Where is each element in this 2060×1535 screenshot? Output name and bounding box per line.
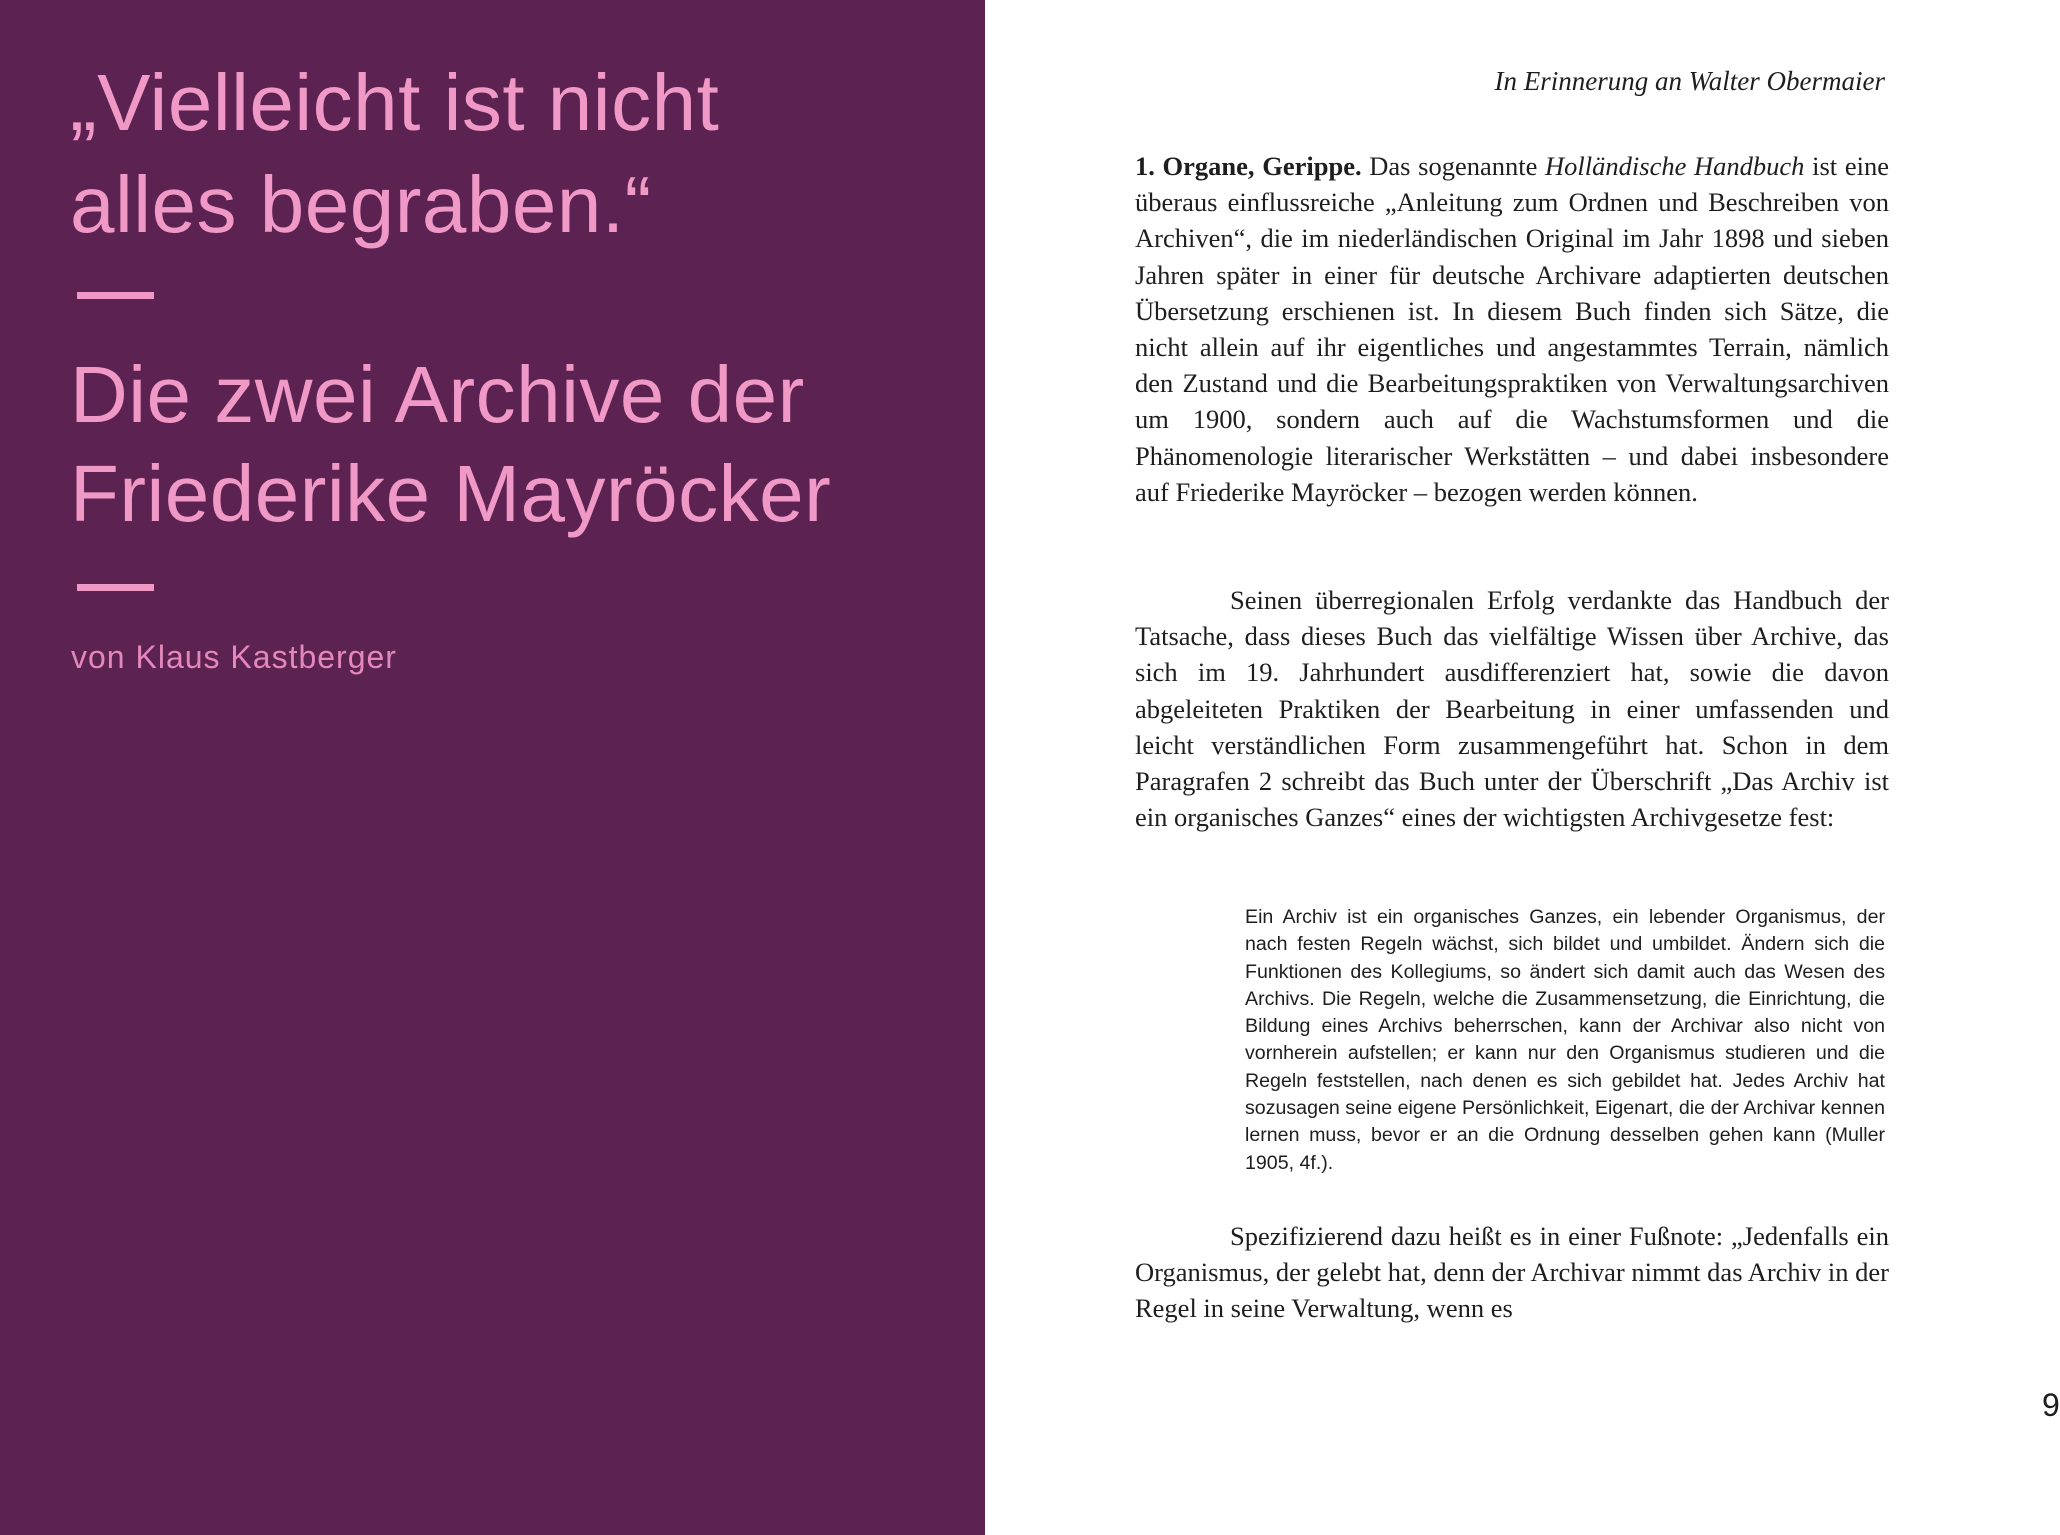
section-heading: 1. Organe, Gerippe. <box>1135 151 1362 181</box>
quote-title-line-2: alles begraben.“ <box>70 160 652 249</box>
paragraph-2: Seinen überregionalen Erfolg verdankte das Handbuch der Tatsache, dass dieses Buch das vielfältige Wissen über Archive, das sich im 19. Jahrhundert ausdifferenziert hat, sowie die davon abgeleiteten Praktiken der Bearbeitung in einer umfassenden und leicht verständlichen Form zusammengeführt hat. Schon in dem Paragrafen 2 schreibt das Buch unter der Überschrift „Das Archiv ist ein organisches Ganzes“ eines der wichtigsten Archivgesetze fest: <box>1135 585 1889 833</box>
dedication: In Erinnerung an Walter Obermaier <box>1494 66 1885 96</box>
subtitle <box>70 345 950 543</box>
subtitle-line-2: Friederike Mayröcker <box>70 449 832 538</box>
paragraph-1-body: ist eine überaus einflussreiche „Anleitung zum Ordnen und Beschreiben von Archiven“, die im niederländischen Original im Jahr 1898 und sieben Jahren später in einer für deutsche Archivare adaptierten deutschen Übersetzung erschienen ist. In diesem Buch finden sich Sätze, die nicht allein auf ihr eigentliches und angestammtes Terrain, nämlich den Zustand und die Bearbeitungspraktiken von Verwaltungsarchiven um 1900, sondern auch auf die Wachstumsformen und die Phänomenologie literarischer Werkstätten – und dabei insbesondere auf Friederike Mayröcker – bezogen werden können. <box>1135 151 1889 507</box>
quote-title-line-1: „Vielleicht ist nicht <box>70 58 720 147</box>
page-number: 9 <box>2042 1387 2060 1423</box>
paragraph-1-intro: Das sogenannte <box>1361 151 1546 181</box>
subtitle-line-1: Die zwei Archive der <box>70 350 805 439</box>
paragraph-1 <box>1135 148 1889 510</box>
book-title: Holländische Handbuch <box>1545 151 1805 181</box>
divider-rule-top <box>77 292 154 299</box>
block-quote: Ein Archiv ist ein organisches Ganzes, ein lebender Organismus, der nach festen Regeln wächst, sich bildet und umbildet. Ändern sich die Funktionen des Kollegiums, so ändert sich damit auch das Wesen des Archivs. Die Regeln, welche die Zusammensetzung, die Einrichtung, die Bildung eines Archivs beherrschen, kann der Archivar also nicht von vornherein aufstellen; er kann nur den Organismus studieren und die Regeln feststellen, nach denen es sich gebildet hat. Jedes Archiv hat sozusagen seine eigene Persönlichkeit, Eigenart, die der Archivar kennen lernen muss, bevor er an die Ordnung desselben gehen kann (Muller 1905, 4f.). <box>1245 906 1885 1174</box>
paragraph-3: Spezifizierend dazu heißt es in einer Fußnote: „Jedenfalls ein Organismus, der gelebt hat, denn der Archivar nimmt das Archiv in der Regel in seine Verwaltung, wenn es <box>1135 1221 1889 1324</box>
left-page-cover <box>0 0 985 1535</box>
divider-rule-bottom <box>77 584 154 591</box>
quote-title <box>70 52 950 256</box>
right-page-text <box>985 0 2060 1535</box>
author-byline: von Klaus Kastberger <box>71 639 397 675</box>
